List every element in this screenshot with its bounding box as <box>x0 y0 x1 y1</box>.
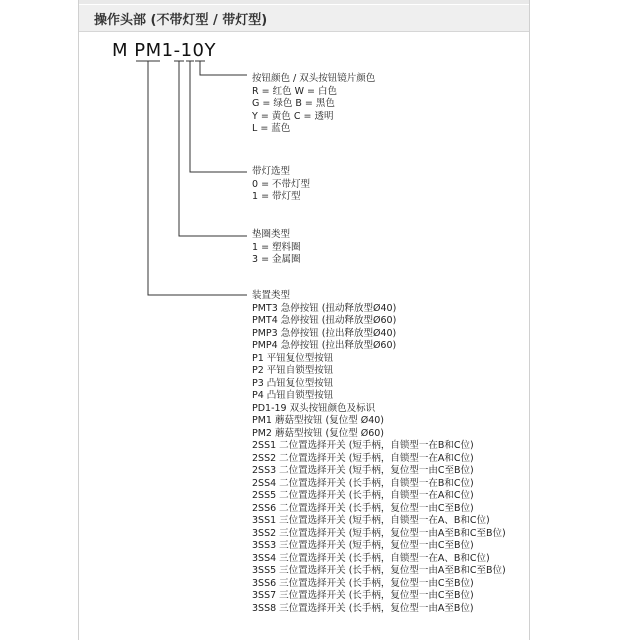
model-code: M PM1-10Y <box>112 40 216 61</box>
list-item: PD1-19 双头按钮颜色及标识 <box>252 402 376 414</box>
connector-ring <box>179 61 247 236</box>
list-item: 2SS2 二位置选择开关 (短手柄，自锁型一在A和C位) <box>252 452 474 464</box>
list-item: P3 凸钮复位型按钮 <box>252 377 334 389</box>
ring-block <box>252 229 301 267</box>
list-item: PM1 蘑菇型按钮 (复位型 Ø40) <box>252 415 385 426</box>
connector-color <box>200 61 247 75</box>
list-item: P4 凸钮自锁型按钮 <box>252 390 334 401</box>
list-item: P2 平钮自锁型按钮 <box>252 365 334 376</box>
list-item: 2SS6 二位置选择开关 (长手柄，复位型一由C至B位) <box>252 502 474 514</box>
lamp-block-title: 带灯选型 <box>252 166 291 177</box>
ring-block-title: 垫圈类型 <box>252 229 291 240</box>
list-item: 3SS6 三位置选择开关 (长手柄，复位型一由C至B位) <box>252 577 474 589</box>
list-item: 3SS7 三位置选择开关 (长手柄，复位型一由C至B位) <box>252 590 474 601</box>
list-item: 2SS4 二位置选择开关 (长手柄，自锁型一在B和C位) <box>252 477 474 489</box>
list-item: 1 = 塑料圈 <box>252 241 301 253</box>
lamp-block <box>252 166 310 204</box>
list-item: 3SS1 三位置选择开关 (短手柄，自锁型一在A、B和C位) <box>252 515 490 526</box>
list-item: 1 = 带灯型 <box>252 191 301 202</box>
color-block <box>252 73 375 136</box>
page-title: 操作头部 (不带灯型 / 带灯型) <box>94 13 268 28</box>
list-item: 3SS4 三位置选择开关 (长手柄，自锁型一在A、B和C位) <box>252 552 490 564</box>
list-item: 3SS2 三位置选择开关 (短手柄，复位型一由A至B和C至B位) <box>252 527 506 539</box>
list-item: 3SS3 三位置选择开关 (短手柄，复位型一由C至B位) <box>252 540 474 551</box>
connector-lamp <box>190 61 247 172</box>
list-item: L = 蓝色 <box>252 123 291 134</box>
list-item: 2SS3 二位置选择开关 (短手柄，复位型一由C至B位) <box>252 465 474 476</box>
list-item: PMT4 急停按钮 (扭动释放型Ø60) <box>252 315 397 326</box>
list-item: P1 平钮复位型按钮 <box>252 352 334 364</box>
list-item: 2SS5 二位置选择开关 (长手柄，自锁型一在A和C位) <box>252 490 474 501</box>
list-item: PMP4 急停按钮 (拉出释放型Ø60) <box>252 340 397 351</box>
device-block <box>252 290 506 615</box>
list-item: PMT3 急停按钮 (扭动释放型Ø40) <box>252 302 397 314</box>
connector-device <box>148 61 247 295</box>
list-item: 3SS8 三位置选择开关 (长手柄，复位型一由A至B位) <box>252 602 474 614</box>
list-item: Y = 黄色 C = 透明 <box>252 110 334 122</box>
list-item: 3SS5 三位置选择开关 (长手柄，复位型一由A至B和C至B位) <box>252 565 506 576</box>
list-item: G = 绿色 B = 黑色 <box>252 98 335 109</box>
list-item: R = 红色 W = 白色 <box>252 85 338 97</box>
color-block-title: 按钮颜色 / 双头按钮镜片颜色 <box>252 73 376 84</box>
list-item: PMP3 急停按钮 (拉出释放型Ø40) <box>252 327 397 339</box>
device-block-title: 装置类型 <box>252 290 291 301</box>
list-item: 2SS1 二位置选择开关 (短手柄，自锁型一在B和C位) <box>252 440 474 451</box>
list-item: PM2 蘑菇型按钮 (复位型 Ø60) <box>252 427 385 439</box>
list-item: 0 = 不带灯型 <box>252 178 311 190</box>
list-item: 3 = 金属圈 <box>252 254 301 265</box>
